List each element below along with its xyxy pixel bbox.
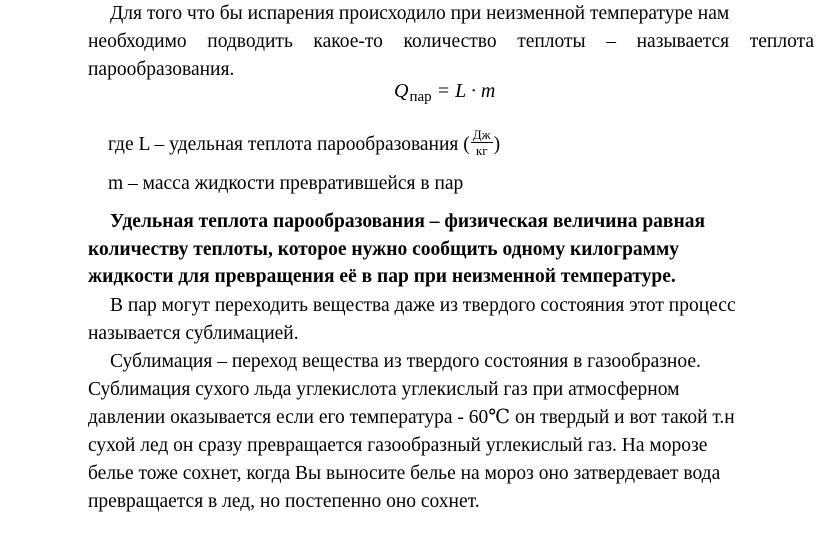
definition-l-text: где L – удельная теплота парообразования ( — [108, 133, 470, 155]
unit-numerator: Дж — [472, 127, 491, 142]
bold-definition-line-2: количеству теплоты, которое нужно сообщить одному килограмму — [88, 239, 679, 260]
paragraph3-line-3: давлении оказывается если его температура - 60℃ он твердый и вот такой т.н — [88, 407, 735, 428]
formula-q: Q — [394, 80, 409, 102]
unit-denominator: кг — [475, 143, 488, 158]
intro-line-3: парообразования. — [88, 59, 235, 80]
paragraph3-line-6: превращается в лед, но постепенно оно сохнет. — [88, 491, 480, 512]
definition-l — [108, 127, 501, 161]
definition-l-close: ) — [493, 133, 501, 155]
paragraph3-line-1: Сублимация – переход вещества из твердого состояния в газообразное. — [110, 351, 701, 372]
paragraph2-line-1: В пар могут переходить вещества даже из твердого состояния этот процесс — [110, 295, 736, 316]
paragraph2-line-2: называется сублимацией. — [88, 323, 299, 344]
unit-fraction — [471, 127, 493, 158]
paragraph3-line-4: сухой лед он сразу превращается газообразный углекислый газ. На морозе — [88, 435, 708, 456]
heat-formula — [394, 80, 495, 103]
definition-m: m – масса жидкости превратившейся в пар — [108, 173, 464, 194]
paragraph3-line-2: Сублимация сухого льда углекислота углекислый газ при атмосферном — [88, 379, 680, 400]
bold-definition-line-3: жидкости для превращения её в пар при неизменной температуре. — [88, 266, 676, 287]
intro-line-1: Для того что бы испарения происходило при неизменной температуре нам — [110, 3, 730, 24]
bold-definition-line-1: Удельная теплота парообразования – физическая величина равная — [110, 211, 705, 232]
formula-subscript: пар — [409, 89, 432, 105]
intro-line-2: необходимо подводить какое-то количество теплоты – называется теплота — [88, 31, 814, 52]
paragraph3-line-5: белье тоже сохнет, когда Вы выносите белье на мороз оно затвердевает вода — [88, 463, 721, 484]
formula-rhs: = L · m — [436, 80, 496, 102]
